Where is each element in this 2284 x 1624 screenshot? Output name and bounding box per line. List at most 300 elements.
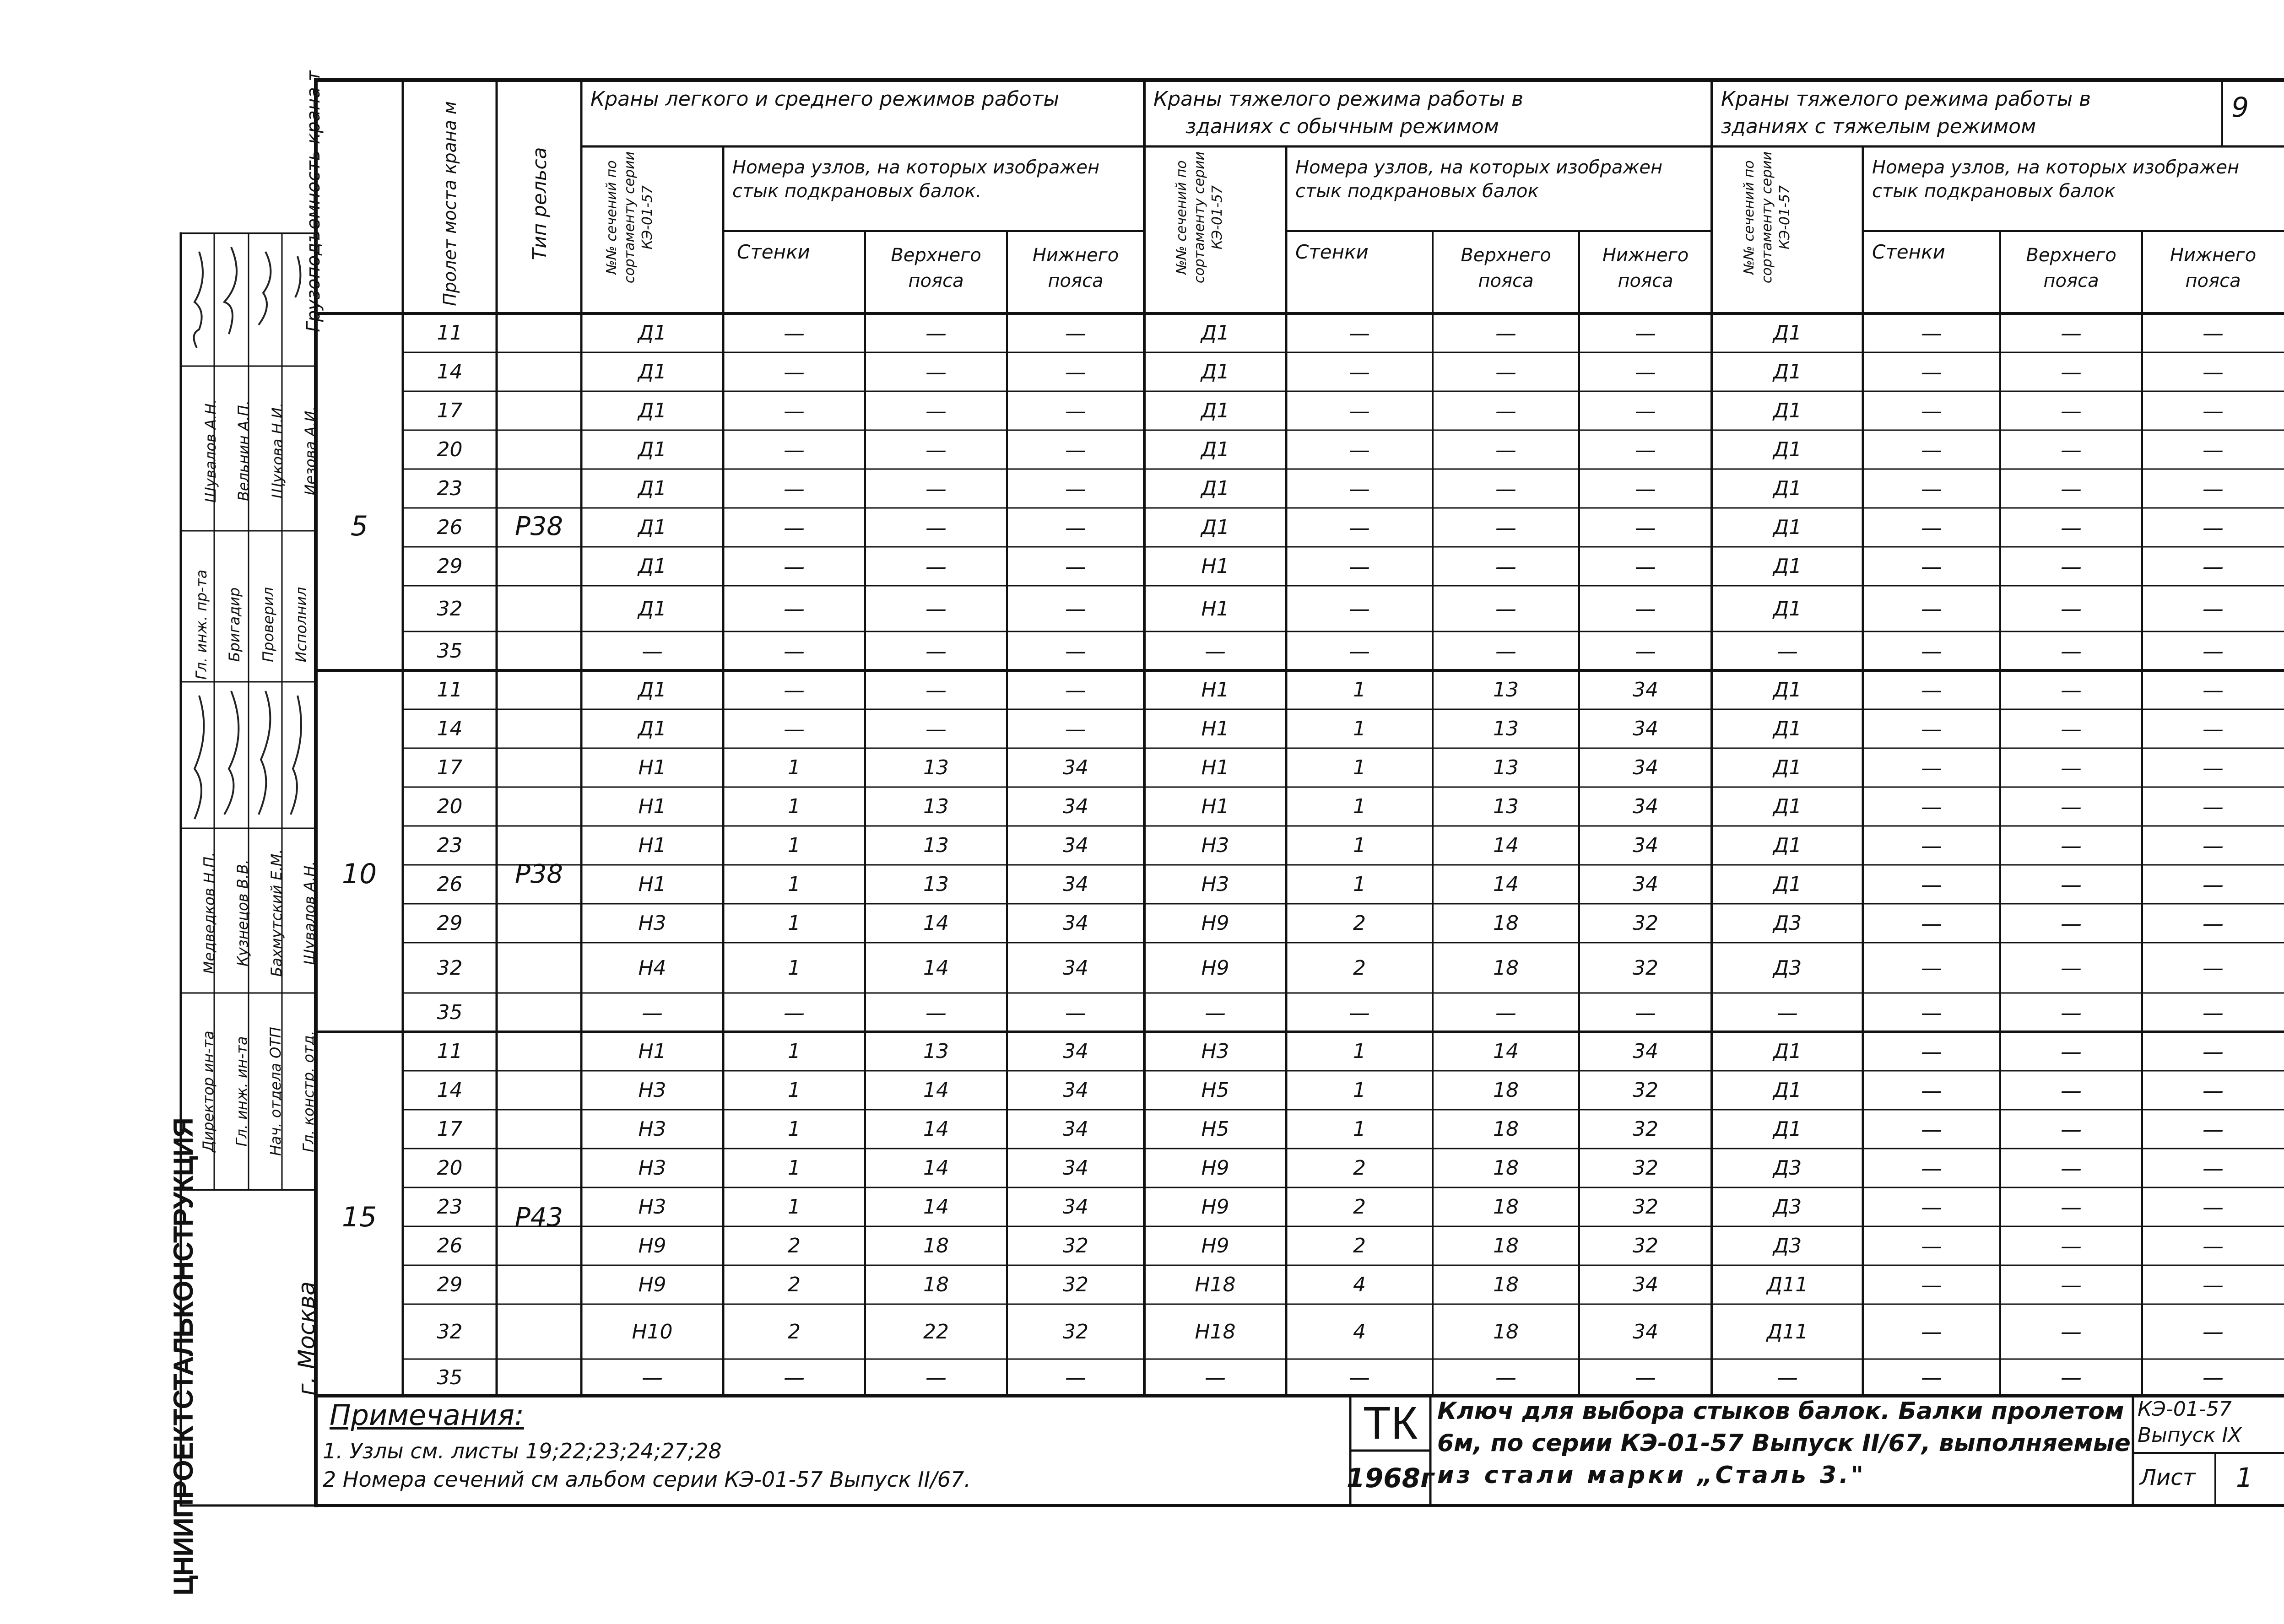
sub-header-bottom: Нижнего пояса — [1602, 245, 1689, 291]
cell-bottom-light: — — [1065, 716, 1086, 741]
cell-section-heavy3: Д1 — [1773, 516, 1802, 539]
cell-section-heavy: Д1 — [1201, 477, 1230, 500]
cell-wall-heavy: 1 — [1353, 873, 1366, 896]
cell-wall-heavy: — — [1349, 1000, 1370, 1025]
cell-bottom-heavy3: — — [2203, 515, 2224, 540]
cell-top-heavy: 13 — [1493, 678, 1519, 701]
cell-bottom-heavy: 32 — [1633, 1195, 1658, 1219]
notes-title: Примечания: — [330, 1398, 524, 1432]
group-header-heavy-line2: зданиях с обычным режимом — [1185, 115, 1499, 138]
cell-wall-heavy3: — — [1921, 872, 1942, 897]
cell-top-light: — — [926, 515, 947, 540]
cell-span: 32 — [437, 597, 463, 620]
cell-bottom-heavy3: — — [2203, 833, 2224, 858]
cell-span: 29 — [437, 1273, 463, 1296]
cell-wall-heavy3: — — [1921, 1319, 1942, 1344]
cell-wall-heavy3: — — [1921, 1117, 1942, 1142]
cell-wall-heavy: 1 — [1353, 678, 1366, 701]
cell-section-heavy3: Д3 — [1773, 956, 1802, 980]
cell-wall-heavy3: — — [1921, 911, 1942, 936]
cell-top-heavy3: — — [2061, 554, 2082, 579]
cell-bottom-heavy3: — — [2203, 1319, 2224, 1344]
cell-bottom-heavy3: — — [2203, 1365, 2224, 1390]
note-line-2: 2 Номера сечений см альбом серии КЭ-01-57 Выпуск II/67. — [323, 1467, 971, 1492]
cell-wall-heavy3: — — [1921, 1272, 1942, 1297]
cell-wall-heavy: — — [1349, 1365, 1370, 1390]
cell-section-heavy: Н1 — [1201, 717, 1229, 740]
cell-top-light: 18 — [923, 1234, 949, 1257]
cell-wall-heavy3: — — [1921, 515, 1942, 540]
cell-bottom-heavy: 34 — [1633, 678, 1658, 701]
title-line-1: Ключ для выбора стыков балок. Балки пролетом — [1437, 1397, 2124, 1425]
stamp-name: Медведков Н.П. — [200, 852, 218, 974]
cell-wall-light: 2 — [788, 1273, 801, 1296]
cell-wall-heavy: 2 — [1353, 1234, 1366, 1257]
sub-header-bottom: Нижнего пояса — [1032, 245, 1119, 291]
cell-bottom-heavy: 34 — [1633, 1273, 1658, 1296]
cell-wall-heavy3: — — [1921, 1000, 1942, 1025]
rail-cell: Р43 — [514, 1202, 563, 1232]
col-header-section-heavy3: №№ сечений по сортаменту серии КЭ-01-57 — [1741, 151, 1793, 284]
stamp-name: Бахмутский Е.М. — [268, 849, 285, 977]
cell-wall-heavy: 2 — [1353, 1156, 1366, 1180]
cell-section-heavy3: Д1 — [1773, 873, 1802, 896]
rail-cell: Р38 — [514, 511, 563, 541]
cell-bottom-light: — — [1065, 596, 1086, 621]
cell-section-heavy: Н3 — [1201, 873, 1229, 896]
cell-bottom-heavy: 34 — [1633, 873, 1658, 896]
stamp-role: Гл. констр. отд. — [300, 1031, 317, 1152]
cell-span: 11 — [437, 1040, 463, 1063]
cell-bottom-heavy: — — [1635, 437, 1656, 462]
cell-top-light: — — [926, 398, 947, 423]
cell-bottom-heavy3: — — [2203, 476, 2224, 501]
cell-wall-heavy3: — — [1921, 359, 1942, 384]
cell-bottom-light: 34 — [1063, 795, 1088, 818]
sub-header-wall: Стенки — [737, 241, 810, 263]
cell-top-light: 13 — [923, 1040, 949, 1063]
cell-wall-light: 1 — [788, 834, 801, 857]
cell-wall-light: 1 — [788, 1040, 801, 1063]
cell-wall-light: — — [784, 677, 805, 702]
cell-top-light: 13 — [923, 834, 949, 857]
cell-section-light: Д1 — [638, 717, 667, 740]
cell-span: 11 — [437, 321, 463, 345]
sub-header-top: Верхнего пояса — [2026, 245, 2116, 291]
cell-top-heavy3: — — [2061, 716, 2082, 741]
cell-top-light: — — [926, 476, 947, 501]
cell-top-heavy: 18 — [1493, 1234, 1519, 1257]
cell-bottom-heavy: 34 — [1633, 795, 1658, 818]
cell-wall-heavy: — — [1349, 554, 1370, 579]
cell-bottom-light: — — [1065, 554, 1086, 579]
cell-top-heavy3: — — [2061, 437, 2082, 462]
cell-span: 14 — [437, 360, 463, 383]
cell-wall-heavy: 1 — [1353, 1040, 1366, 1063]
cell-top-light: — — [926, 1365, 947, 1390]
cell-span: 23 — [437, 1195, 463, 1219]
cell-wall-light: — — [784, 320, 805, 345]
cell-wall-light: 1 — [788, 1195, 801, 1219]
cell-top-heavy3: — — [2061, 955, 2082, 980]
cell-span: 20 — [437, 438, 463, 461]
title-mark: ТК — [1363, 1397, 1418, 1449]
cell-wall-heavy3: — — [1921, 320, 1942, 345]
capacity-cell: 15 — [341, 1201, 377, 1233]
cell-wall-heavy: — — [1349, 596, 1370, 621]
cell-bottom-light: 34 — [1063, 756, 1088, 779]
cell-bottom-light: — — [1065, 320, 1086, 345]
cell-wall-heavy3: — — [1921, 437, 1942, 462]
cell-bottom-heavy3: — — [2203, 677, 2224, 702]
cell-top-heavy: 13 — [1493, 795, 1519, 818]
cell-span: 29 — [437, 912, 463, 935]
cell-bottom-light: — — [1065, 677, 1086, 702]
cell-section-light: Д1 — [638, 360, 667, 383]
cell-bottom-heavy3: — — [2203, 755, 2224, 780]
cell-section-heavy3: Д1 — [1773, 678, 1802, 701]
cell-section-light: Д1 — [638, 321, 667, 345]
stamp-role: Исполнил — [292, 587, 310, 663]
cell-bottom-light: 32 — [1063, 1234, 1088, 1257]
cell-wall-light: 1 — [788, 1156, 801, 1180]
cell-section-heavy3: Д1 — [1773, 1079, 1802, 1102]
cell-section-heavy3: Д3 — [1773, 1195, 1802, 1219]
col-header-capacity: Грузоподъемность крана т — [303, 70, 324, 332]
cell-section-heavy: Н1 — [1201, 795, 1229, 818]
cell-top-heavy: — — [1495, 476, 1516, 501]
cell-wall-heavy: — — [1349, 320, 1370, 345]
cell-section-heavy: Н9 — [1201, 912, 1229, 935]
cell-wall-heavy: — — [1349, 398, 1370, 423]
title-year: 1968г — [1346, 1462, 1434, 1494]
cell-top-light: 13 — [923, 795, 949, 818]
stamp-name: Шувалов А.Н. — [202, 399, 219, 503]
cell-wall-heavy: 1 — [1353, 834, 1366, 857]
cell-section-heavy: — — [1205, 638, 1226, 664]
cell-top-heavy: — — [1495, 1000, 1516, 1025]
cell-bottom-heavy: 32 — [1633, 1079, 1658, 1102]
cell-section-heavy3: Д1 — [1773, 477, 1802, 500]
cell-top-light: 14 — [923, 1156, 949, 1180]
capacity-cell: 5 — [350, 510, 368, 542]
stamp-role: Директор ин-та — [200, 1031, 217, 1152]
cell-top-light: — — [926, 320, 947, 345]
cell-span: 23 — [437, 834, 463, 857]
cell-wall-light: 1 — [788, 873, 801, 896]
cell-top-heavy: — — [1495, 1365, 1516, 1390]
cell-bottom-light: 34 — [1063, 834, 1088, 857]
cell-bottom-heavy: 32 — [1633, 1117, 1658, 1141]
cell-bottom-light: — — [1065, 638, 1086, 664]
cell-wall-heavy: — — [1349, 359, 1370, 384]
cell-wall-heavy3: — — [1921, 1233, 1942, 1258]
cell-section-heavy: Д1 — [1201, 321, 1230, 345]
cell-top-heavy3: — — [2061, 1365, 2082, 1390]
cell-section-light: Н1 — [638, 795, 666, 818]
cell-bottom-heavy: 34 — [1633, 717, 1658, 740]
cell-bottom-heavy: 32 — [1633, 1234, 1658, 1257]
cell-section-light: Н1 — [638, 834, 666, 857]
cell-top-heavy: — — [1495, 515, 1516, 540]
cell-wall-heavy: 2 — [1353, 912, 1366, 935]
cell-wall-light: — — [784, 554, 805, 579]
cell-top-heavy3: — — [2061, 638, 2082, 664]
cell-span: 35 — [437, 1365, 463, 1389]
cell-wall-heavy3: — — [1921, 1078, 1942, 1103]
cell-wall-heavy3: — — [1921, 755, 1942, 780]
cell-bottom-heavy: 34 — [1633, 834, 1658, 857]
cell-top-light: — — [926, 554, 947, 579]
cell-top-light: 13 — [923, 756, 949, 779]
cell-wall-heavy: 1 — [1353, 1079, 1366, 1102]
cell-section-heavy: — — [1205, 1000, 1226, 1025]
nodes-header-heavy3: Номера узлов, на которых изображен стык подкрановых балок — [1872, 157, 2240, 202]
cell-wall-heavy: 4 — [1353, 1320, 1366, 1343]
cell-top-heavy3: — — [2061, 398, 2082, 423]
sheet-number: 1 — [2236, 1462, 2253, 1493]
cell-top-heavy: 18 — [1493, 1320, 1519, 1343]
col-header-rail: Тип рельса — [528, 147, 551, 260]
cell-wall-heavy3: — — [1921, 476, 1942, 501]
cell-wall-heavy3: — — [1921, 716, 1942, 741]
cell-bottom-heavy3: — — [2203, 359, 2224, 384]
cell-bottom-heavy3: — — [2203, 596, 2224, 621]
cell-top-heavy3: — — [2061, 1155, 2082, 1181]
cell-top-heavy3: — — [2061, 596, 2082, 621]
cell-top-heavy: 18 — [1493, 1195, 1519, 1219]
cell-wall-heavy: 1 — [1353, 717, 1366, 740]
cell-top-light: 14 — [923, 1195, 949, 1219]
cell-section-light: Н1 — [638, 1040, 666, 1063]
cell-section-light: Н3 — [638, 1195, 666, 1219]
cell-wall-heavy3: — — [1921, 677, 1942, 702]
cell-bottom-heavy: — — [1635, 320, 1656, 345]
cell-section-heavy3: Д1 — [1773, 1117, 1802, 1141]
cell-wall-light: — — [784, 1000, 805, 1025]
cell-bottom-heavy3: — — [2203, 1155, 2224, 1181]
group-header-heavy-line1: Краны тяжелого режима работы в — [1153, 87, 1524, 111]
cell-top-heavy: 18 — [1493, 1156, 1519, 1180]
cell-wall-heavy3: — — [1921, 955, 1942, 980]
cell-section-light: Н1 — [638, 756, 666, 779]
capacity-cell: 10 — [341, 858, 377, 890]
cell-wall-light: 2 — [788, 1234, 801, 1257]
cell-span: 32 — [437, 1320, 463, 1343]
cell-bottom-heavy3: — — [2203, 398, 2224, 423]
cell-top-light: — — [926, 716, 947, 741]
nodes-header-heavy: Номера узлов, на которых изображен стык подкрановых балок — [1295, 157, 1663, 202]
cell-section-light: Д1 — [638, 597, 667, 620]
cell-bottom-light: — — [1065, 476, 1086, 501]
cell-wall-light: 1 — [788, 912, 801, 935]
cell-top-heavy: 13 — [1493, 717, 1519, 740]
col-header-section-heavy: №№ сечений по сортаменту серии КЭ-01-57 — [1173, 151, 1225, 284]
cell-bottom-light: 34 — [1063, 912, 1088, 935]
cell-wall-heavy3: — — [1921, 638, 1942, 664]
cell-top-heavy3: — — [2061, 1233, 2082, 1258]
cell-top-light: — — [926, 638, 947, 664]
cell-bottom-heavy: 34 — [1633, 756, 1658, 779]
organization-name: ЦНИИПРОЕКТСТАЛЬКОНСТРУКЦИЯ — [168, 1118, 199, 1596]
cell-span: 35 — [437, 1001, 463, 1024]
corner-sheet-mark: 9 — [2231, 92, 2249, 124]
cell-section-light: — — [642, 638, 663, 664]
cell-bottom-light: 34 — [1063, 1117, 1088, 1141]
cell-bottom-heavy3: — — [2203, 638, 2224, 664]
cell-bottom-heavy: — — [1635, 554, 1656, 579]
sub-header-wall: Стенки — [1872, 241, 1945, 263]
cell-section-heavy: Н3 — [1201, 1040, 1229, 1063]
cell-section-heavy: Д1 — [1201, 438, 1230, 461]
cell-section-heavy: Н1 — [1201, 597, 1229, 620]
cell-bottom-heavy: — — [1635, 638, 1656, 664]
cell-wall-heavy3: — — [1921, 1039, 1942, 1064]
cell-bottom-heavy: 32 — [1633, 956, 1658, 980]
cell-section-heavy: Н9 — [1201, 1195, 1229, 1219]
cell-section-heavy: Д1 — [1201, 360, 1230, 383]
cell-top-heavy3: — — [2061, 359, 2082, 384]
cell-section-heavy: Н1 — [1201, 678, 1229, 701]
cell-bottom-heavy3: — — [2203, 437, 2224, 462]
cell-top-heavy: — — [1495, 638, 1516, 664]
note-line-1: 1. Узлы см. листы 19;22;23;24;27;28 — [323, 1439, 722, 1463]
cell-section-heavy3: — — [1777, 1000, 1798, 1025]
cell-top-light: 13 — [923, 873, 949, 896]
group-header-heavy3-line2: зданиях с тяжелым режимом — [1721, 115, 2036, 138]
cell-wall-light: 1 — [788, 795, 801, 818]
cell-bottom-heavy: 34 — [1633, 1040, 1658, 1063]
cell-top-heavy3: — — [2061, 1039, 2082, 1064]
cell-wall-light: — — [784, 437, 805, 462]
cell-bottom-heavy3: — — [2203, 911, 2224, 936]
cell-section-light: Н4 — [638, 956, 666, 980]
rail-cell: Р38 — [514, 859, 563, 889]
cell-wall-light: — — [784, 515, 805, 540]
cell-span: 17 — [437, 399, 463, 422]
cell-top-heavy: 14 — [1493, 873, 1519, 896]
cell-section-heavy3: Д1 — [1773, 321, 1802, 345]
cell-bottom-heavy3: — — [2203, 872, 2224, 897]
cell-section-light: Н10 — [632, 1320, 673, 1343]
cell-section-heavy: Н3 — [1201, 834, 1229, 857]
cell-bottom-light: 32 — [1063, 1273, 1088, 1296]
cell-top-heavy3: — — [2061, 320, 2082, 345]
cell-top-heavy3: — — [2061, 1078, 2082, 1103]
cell-top-heavy: 18 — [1493, 1273, 1519, 1296]
cell-section-heavy: Д1 — [1201, 399, 1230, 422]
cell-section-heavy3: Д1 — [1773, 438, 1802, 461]
cell-section-light: Н3 — [638, 1156, 666, 1180]
cell-bottom-heavy: 32 — [1633, 1156, 1658, 1180]
cell-section-light: — — [642, 1000, 663, 1025]
sheet-label: Лист — [2140, 1465, 2196, 1490]
cell-bottom-heavy: — — [1635, 476, 1656, 501]
cell-wall-heavy: — — [1349, 638, 1370, 664]
stamp-role: Гл. инж. пр-та — [193, 569, 210, 680]
cell-top-heavy: 13 — [1493, 756, 1519, 779]
cell-bottom-heavy: — — [1635, 1000, 1656, 1025]
cell-bottom-light: 34 — [1063, 1040, 1088, 1063]
cell-wall-heavy3: — — [1921, 596, 1942, 621]
cell-section-heavy3: Д1 — [1773, 717, 1802, 740]
cell-section-heavy3: Д1 — [1773, 834, 1802, 857]
cell-bottom-heavy: 34 — [1633, 1320, 1658, 1343]
cell-top-heavy3: — — [2061, 755, 2082, 780]
cell-wall-heavy3: — — [1921, 833, 1942, 858]
title-line-3: из стали марки „Сталь 3." — [1437, 1462, 1867, 1489]
sub-header-wall: Стенки — [1295, 241, 1369, 263]
cell-section-light: Н3 — [638, 1117, 666, 1141]
cell-bottom-heavy3: — — [2203, 716, 2224, 741]
cell-section-heavy: — — [1205, 1365, 1226, 1390]
cell-section-heavy: Н18 — [1195, 1273, 1236, 1296]
cell-section-heavy3: Д1 — [1773, 360, 1802, 383]
cell-top-light: 14 — [923, 1079, 949, 1102]
cell-top-heavy3: — — [2061, 833, 2082, 858]
cell-wall-light: 1 — [788, 956, 801, 980]
stamp-name: Вельнин А.П. — [235, 400, 252, 502]
cell-bottom-light: 34 — [1063, 1156, 1088, 1180]
cell-bottom-heavy3: — — [2203, 1039, 2224, 1064]
cell-wall-light: — — [784, 716, 805, 741]
cell-bottom-light: 34 — [1063, 1079, 1088, 1102]
cell-top-light: 22 — [923, 1320, 949, 1343]
cell-top-heavy: — — [1495, 596, 1516, 621]
cell-top-light: 18 — [923, 1273, 949, 1296]
cell-wall-heavy: 4 — [1353, 1273, 1366, 1296]
cell-span: 20 — [437, 1156, 463, 1180]
cell-section-light: — — [642, 1365, 663, 1390]
cell-top-heavy3: — — [2061, 872, 2082, 897]
cell-bottom-heavy3: — — [2203, 1078, 2224, 1103]
cell-section-heavy: Д1 — [1201, 516, 1230, 539]
cell-section-light: Н3 — [638, 912, 666, 935]
cell-top-light: 14 — [923, 912, 949, 935]
cell-top-heavy: 18 — [1493, 1117, 1519, 1141]
cell-wall-light: — — [784, 1365, 805, 1390]
cell-span: 20 — [437, 795, 463, 818]
cell-wall-heavy: 2 — [1353, 1195, 1366, 1219]
sub-header-top: Верхнего пояса — [1461, 245, 1551, 291]
cell-section-light: Д1 — [638, 516, 667, 539]
cell-span: 23 — [437, 477, 463, 500]
stamp-role: Проверил — [260, 587, 277, 663]
cell-section-heavy3: — — [1777, 638, 1798, 664]
cell-top-heavy: — — [1495, 437, 1516, 462]
cell-section-heavy3: Д11 — [1766, 1273, 1808, 1296]
cell-wall-light: 1 — [788, 1117, 801, 1141]
cell-span: 26 — [437, 516, 463, 539]
cell-top-heavy: 14 — [1493, 1040, 1519, 1063]
cell-wall-heavy: 1 — [1353, 1117, 1366, 1141]
cell-section-heavy3: Д1 — [1773, 399, 1802, 422]
cell-section-heavy3: Д3 — [1773, 912, 1802, 935]
stamp-name: Иезова А.И. — [302, 406, 319, 496]
cell-section-light: Д1 — [638, 555, 667, 578]
cell-top-heavy3: — — [2061, 1272, 2082, 1297]
cell-bottom-heavy: 32 — [1633, 912, 1658, 935]
cell-section-heavy3: Д3 — [1773, 1234, 1802, 1257]
cell-section-heavy: Н1 — [1201, 756, 1229, 779]
cell-wall-heavy: 1 — [1353, 756, 1366, 779]
cell-bottom-light: — — [1065, 437, 1086, 462]
cell-top-heavy: — — [1495, 554, 1516, 579]
title-line-2: 6м, по серии КЭ-01-57 Выпуск II/67, выполняемые — [1437, 1430, 2131, 1457]
cell-span: 14 — [437, 1079, 463, 1102]
cell-section-heavy3: Д1 — [1773, 1040, 1802, 1063]
cell-section-heavy: Н9 — [1201, 1156, 1229, 1180]
